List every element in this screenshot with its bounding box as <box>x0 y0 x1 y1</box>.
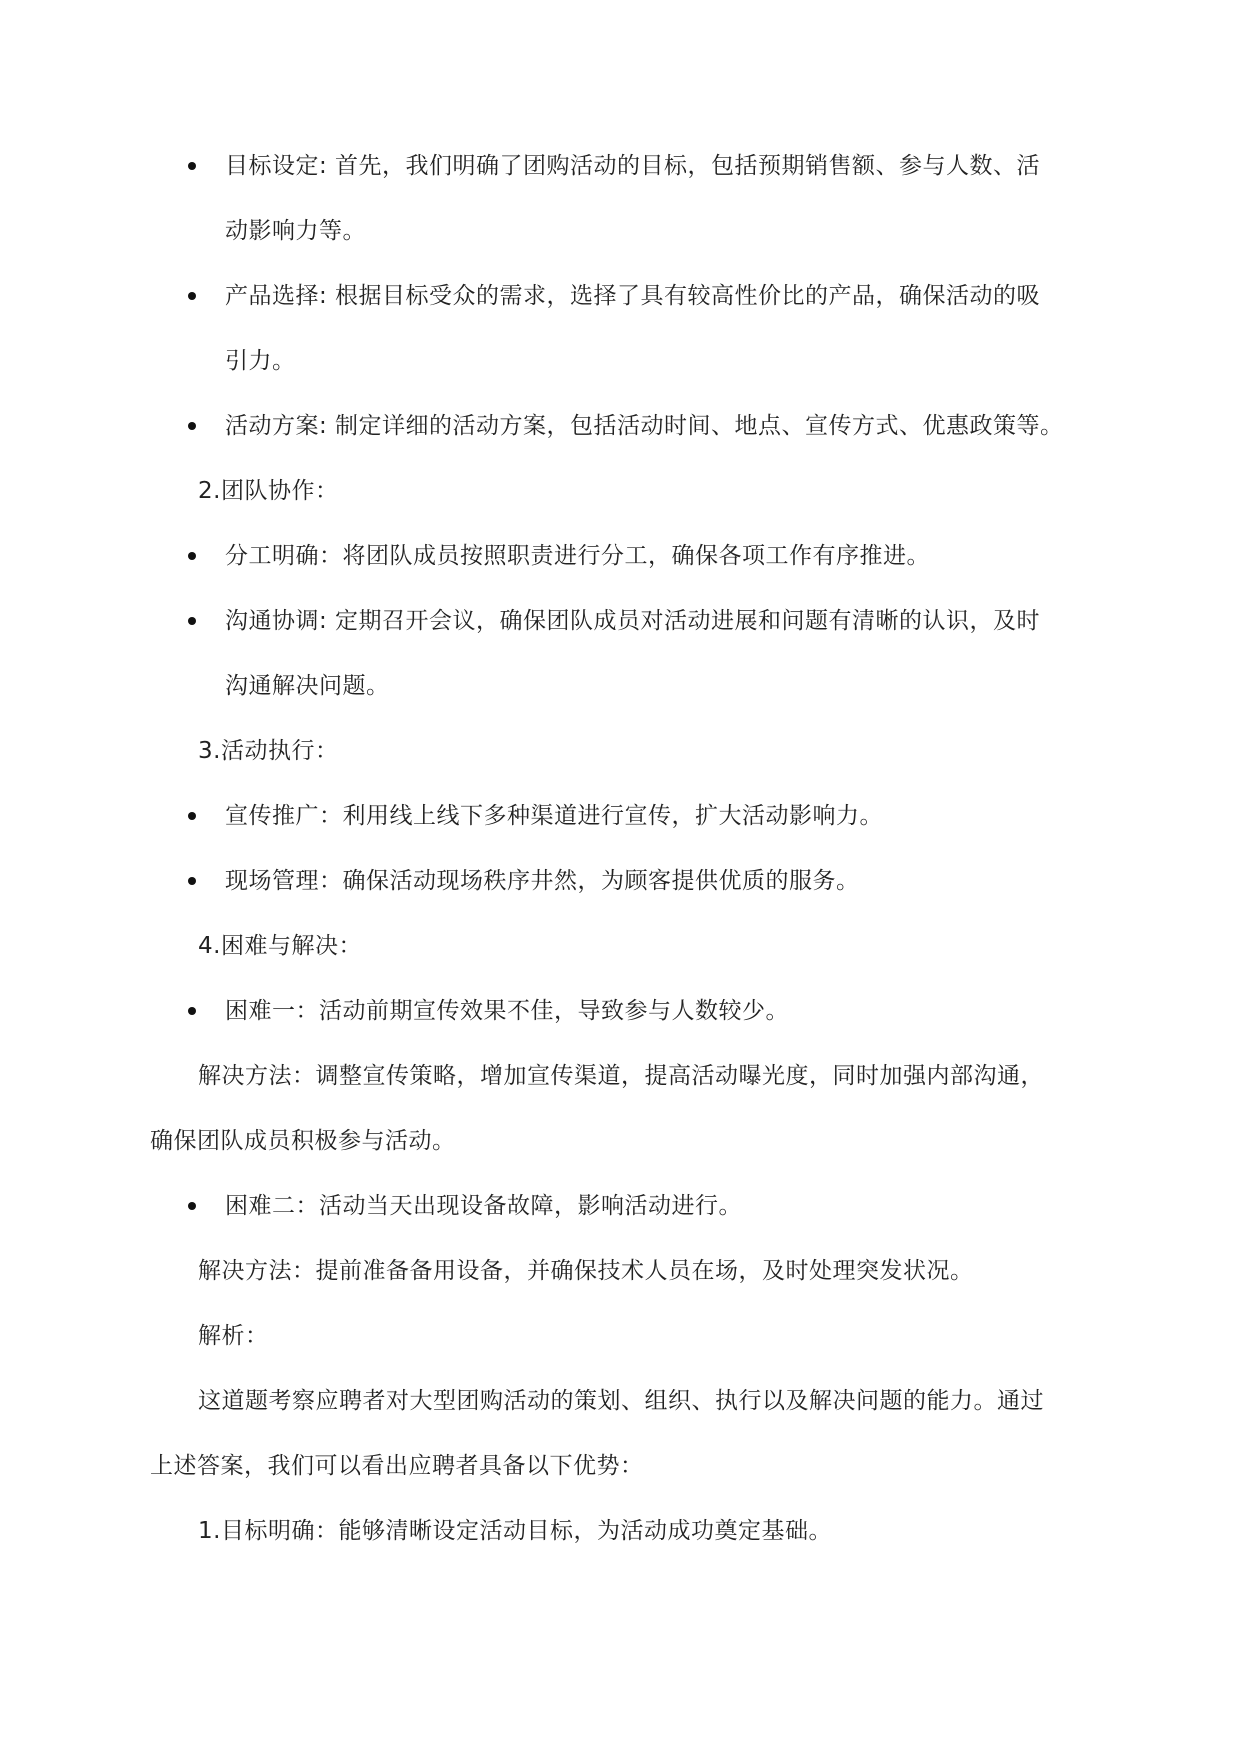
bullet-icon <box>188 877 196 885</box>
paragraph-text: 解决方法：提前准备备用设备，并确保技术人员在场，及时处理突发状况。 <box>198 1258 974 1284</box>
section-heading: 3.活动执行： <box>198 738 339 764</box>
bullet-icon <box>188 552 196 560</box>
list-item-text: 活动方案: 制定详细的活动方案，包括活动时间、地点、宣传方式、优惠政策等。 <box>225 413 1064 439</box>
list-item-text: 产品选择: 根据目标受众的需求，选择了具有较高性价比的产品，确保活动的吸 <box>225 283 1041 309</box>
list-item-text: 引力。 <box>225 348 296 374</box>
list-item-text: 困难二：活动当天出现设备故障，影响活动进行。 <box>225 1193 742 1219</box>
bullet-icon <box>188 812 196 820</box>
bullet-icon <box>188 1202 196 1210</box>
list-item-text: 动影响力等。 <box>225 218 366 244</box>
list-item-text: 沟通解决问题。 <box>225 673 390 699</box>
paragraph-text: 确保团队成员积极参与活动。 <box>150 1128 456 1154</box>
bullet-icon <box>188 162 196 170</box>
list-item-text: 分工明确：将团队成员按照职责进行分工，确保各项工作有序推进。 <box>225 543 930 569</box>
paragraph-text: 这道题考察应聘者对大型团购活动的策划、组织、执行以及解决问题的能力。通过 <box>198 1388 1044 1414</box>
section-heading: 4.困难与解决： <box>198 933 362 959</box>
list-item-text: 困难一：活动前期宣传效果不佳，导致参与人数较少。 <box>225 998 789 1024</box>
bullet-icon <box>188 1007 196 1015</box>
paragraph-text: 上述答案，我们可以看出应聘者具备以下优势： <box>150 1453 644 1479</box>
list-item-text: 现场管理：确保活动现场秩序井然，为顾客提供优质的服务。 <box>225 868 860 894</box>
section-heading: 2.团队协作： <box>198 478 339 504</box>
paragraph-text: 解决方法：调整宣传策略，增加宣传渠道，提高活动曝光度，同时加强内部沟通， <box>198 1063 1044 1089</box>
bullet-icon <box>188 422 196 430</box>
bullet-icon <box>188 617 196 625</box>
list-item-text: 宣传推广：利用线上线下多种渠道进行宣传，扩大活动影响力。 <box>225 803 883 829</box>
list-item-text: 沟通协调: 定期召开会议，确保团队成员对活动进展和问题有清晰的认识，及时 <box>225 608 1041 634</box>
list-item-text: 目标设定: 首先，我们明确了团购活动的目标，包括预期销售额、参与人数、活 <box>225 153 1041 179</box>
bullet-icon <box>188 292 196 300</box>
paragraph-text: 解析： <box>198 1323 269 1349</box>
section-heading: 1.目标明确：能够清晰设定活动目标，为活动成功奠定基础。 <box>198 1518 832 1544</box>
